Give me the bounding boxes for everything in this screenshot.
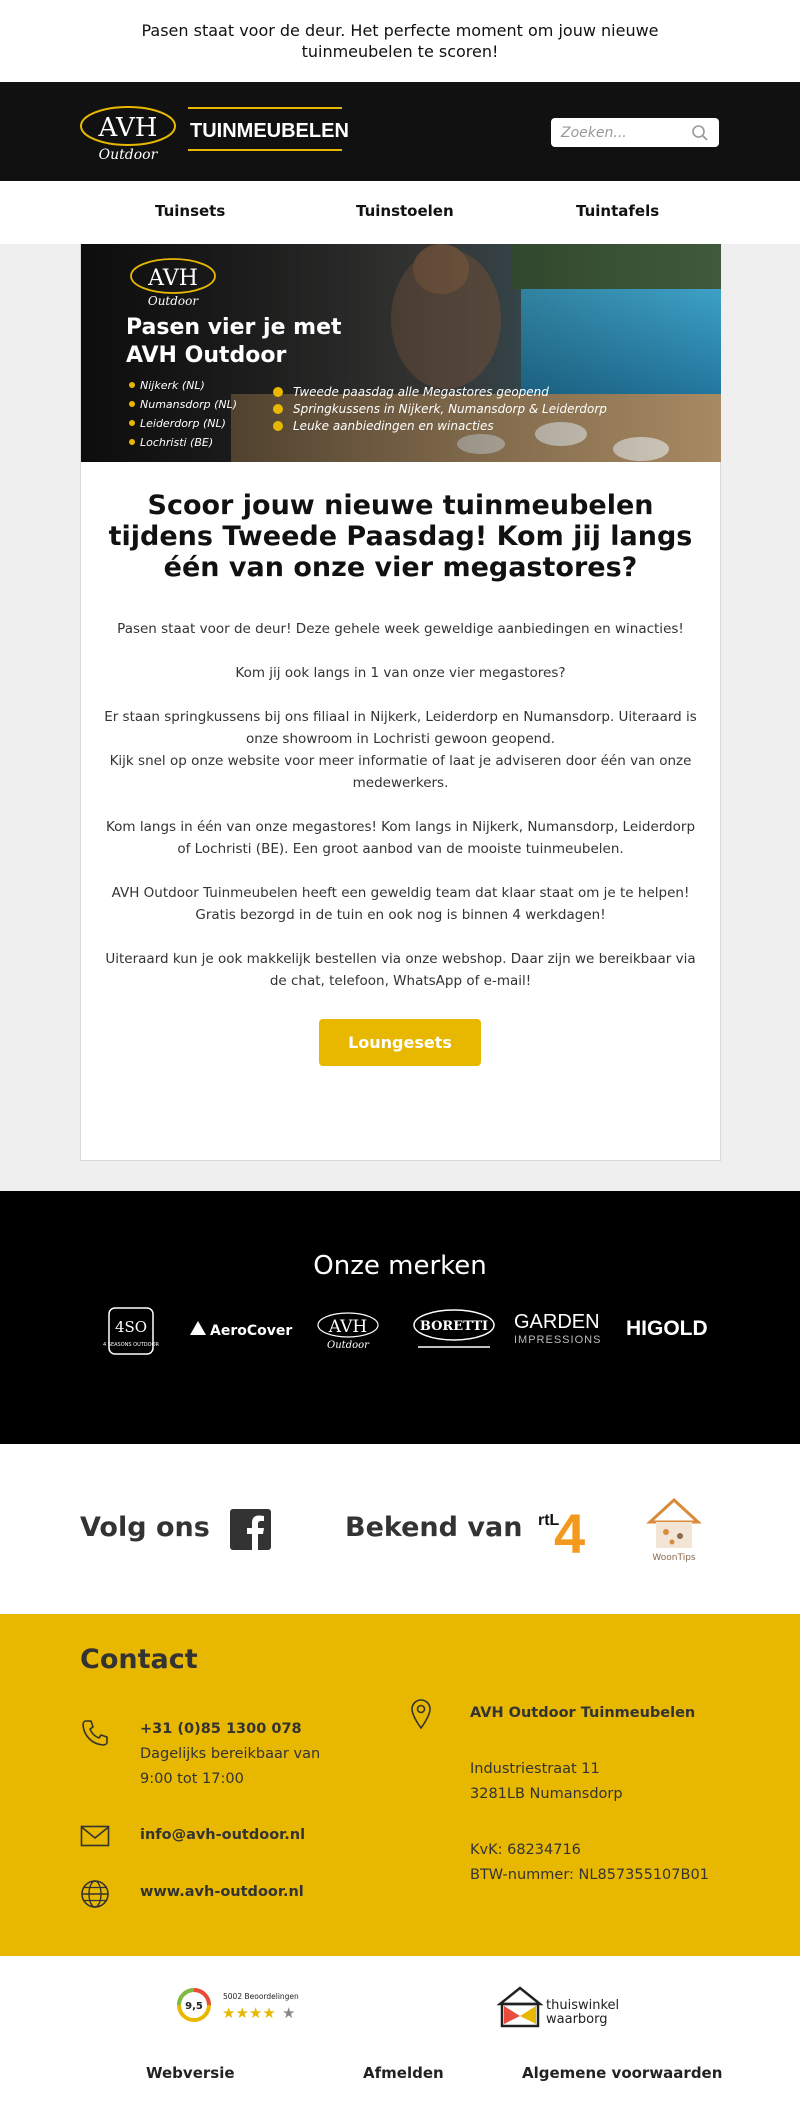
paragraph-4: Kom langs in één van onze megastores! Kom langs in Nijkerk, Numansdorp, Leiderdorp of Lochristi (BE). Een groot aanbod van de mooiste tuinmeubelen. [105,819,696,857]
header [0,82,800,181]
paragraph-5 [101,882,700,926]
svg-text:★★★★: ★★★★ [222,2004,276,2022]
preheader-text: Pasen staat voor de deur. Het perfecte moment om jouw nieuwe tuinmeubelen te scoren! [141,21,659,61]
globe-icon [80,1879,110,1909]
follow-us-title: Volg ons [80,1512,210,1543]
thuiswinkel-line2: waarborg [546,2012,608,2027]
footer-link-afmelden[interactable]: Afmelden [363,2064,444,2082]
nav-item-tuintafels[interactable]: Tuintafels [576,202,660,220]
contact-btw: BTW-nummer: NL857355107B01 [470,1867,709,1883]
thuiswinkel-line1: thuiswinkel [546,1998,620,2013]
svg-text:WoonTips: WoonTips [652,1553,696,1563]
brands-section [0,1191,800,1444]
phone-icon [80,1718,110,1748]
hero-highlight-1: Tweede paasdag alle Megastores geopend [293,385,549,399]
paragraph-6: Uiteraard kun je ook makkelijk bestellen via onze webshop. Daar zijn we bereikbaar via de chat, telefoon, WhatsApp of e-mail! [105,951,696,989]
svg-text:IMPRESSIONS: IMPRESSIONS [514,1334,602,1346]
brand-higold-logo[interactable] [626,1313,710,1347]
nav-item-tuinsets[interactable]: Tuinsets [155,202,226,220]
brand-aerocover-logo[interactable] [186,1315,293,1345]
svg-text:★: ★ [282,2004,296,2022]
brands-title: Onze merken [313,1251,487,1281]
footer-link-algemene-voorwaarden[interactable]: Algemene voorwaarden [522,2064,723,2082]
body-text [101,618,700,1014]
contact-hours-line1: Dagelijks bereikbaar van [140,1746,321,1762]
known-from-title: Bekend van [345,1512,523,1543]
brand-avh-logo[interactable] [316,1311,380,1351]
hero-title-line2: AVH Outdoor [126,343,287,368]
contact-company: AVH Outdoor Tuinmeubelen [470,1705,696,1721]
woontips-logo[interactable] [644,1496,704,1564]
paragraph-1: Pasen staat voor de deur! Deze gehele week geweldige aanbiedingen en winacties! [117,621,684,637]
svg-text:rtL: rtL [538,1512,560,1529]
paragraph-5a: AVH Outdoor Tuinmeubelen heeft een geweldig team dat klaar staat om je te helpen! [111,885,690,901]
paragraph-3b: Kijk snel op onze website voor meer informatie of laat je adviseren door één van onze medewerkers. [109,753,692,791]
logo-sub: Outdoor [98,147,158,163]
location-pin-icon [409,1698,433,1730]
hero-location-2: Numansdorp (NL) [140,398,238,411]
svg-text:GARDEN: GARDEN [514,1311,600,1333]
rating-badge[interactable] [176,1986,312,2024]
hero-highlight-3: Leuke aanbiedingen en winacties [293,419,494,433]
svg-text:4 SEASONS OUTDOOR: 4 SEASONS OUTDOOR [103,1342,159,1348]
contact-email[interactable]: info@avh-outdoor.nl [140,1827,306,1843]
search-input[interactable]: Zoeken... [561,124,627,141]
paragraph-5b: Gratis bezorgd in de tuin en ook nog is binnen 4 werkdagen! [195,907,606,923]
easter-hero-banner[interactable] [81,244,721,462]
svg-text:AVH: AVH [328,1317,368,1337]
rating-score: 9,5 [185,2001,203,2012]
avh-outdoor-logo[interactable] [80,102,349,164]
logo-text: AVH [98,113,158,143]
footer-link-webversie[interactable]: Webversie [146,2064,235,2082]
main-section [0,244,800,1191]
main-nav [0,181,800,244]
hero-title-line1: Pasen vier je met [126,315,342,340]
hero-location-1: Nijkerk (NL) [140,379,205,392]
footer [0,1956,800,2099]
content-card [80,244,721,1161]
nav-item-tuinstoelen[interactable]: Tuinstoelen [356,202,454,220]
brand-boretti-logo[interactable] [412,1307,496,1351]
rating-count: 5002 Beoordelingen [223,1992,299,2001]
paragraph-3 [101,706,700,794]
rating-stars [222,2004,295,2022]
contact-street: Industriestraat 11 [470,1761,600,1777]
paragraph-3a: Er staan springkussens bij ons filiaal in Nijkerk, Leiderdorp en Numansdorp. Uiteraard is onze showroom in Lochristi gewoon geopend. [104,709,697,747]
contact-phone[interactable]: +31 (0)85 1300 078 [140,1721,302,1737]
svg-text:Outdoor: Outdoor [327,1340,369,1351]
logo-tagline: TUINMEUBELEN [190,120,349,142]
search-box[interactable] [551,118,719,147]
follow-section [0,1444,800,1614]
hero-location-4: Lochristi (BE) [140,436,214,449]
main-headline: Scoor jouw nieuwe tuinmeubelen tijdens Tweede Paasdag! Kom jij langs één van onze vier megastores? [108,490,693,583]
contact-section [0,1614,800,1956]
hero-logo-sub: Outdoor [147,294,199,308]
email-icon [80,1825,110,1847]
paragraph-2: Kom jij ook langs in 1 van onze vier megastores? [235,665,566,681]
thuiswinkel-waarborg-logo[interactable] [498,1986,626,2030]
brand-garden-impressions-logo[interactable] [514,1311,612,1347]
contact-kvk: KvK: 68234716 [470,1842,581,1858]
contact-title: Contact [80,1644,198,1675]
hero-location-3: Leiderdorp (NL) [140,417,226,430]
svg-text:BORETTI: BORETTI [419,1319,489,1334]
svg-text:HIGOLD: HIGOLD [626,1317,708,1340]
facebook-icon[interactable] [230,1509,271,1550]
svg-text:4: 4 [554,1502,586,1565]
hero-logo-text: AVH [148,266,198,291]
svg-text:4SO: 4SO [114,1318,148,1336]
brand-4seasons-logo[interactable] [103,1306,159,1356]
contact-hours-line2: 9:00 tot 17:00 [140,1771,244,1787]
search-icon[interactable] [691,124,709,142]
contact-city: 3281LB Numansdorp [470,1786,623,1802]
contact-website[interactable]: www.avh-outdoor.nl [140,1884,304,1900]
rtl4-logo[interactable] [538,1499,596,1565]
preheader [0,0,800,82]
loungesets-button[interactable]: Loungesets [319,1019,481,1066]
svg-text:AeroCover: AeroCover [210,1323,293,1339]
hero-highlight-2: Springkussens in Nijkerk, Numansdorp & Leiderdorp [293,402,607,416]
